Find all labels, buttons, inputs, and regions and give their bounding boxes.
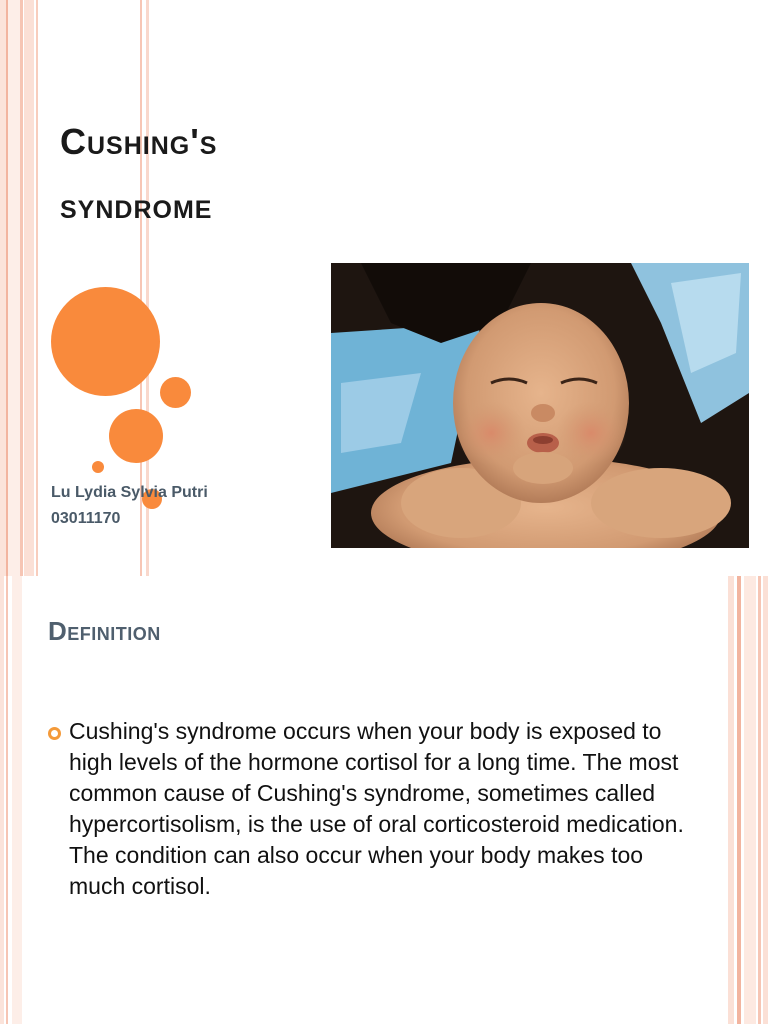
decorative-stripe bbox=[744, 576, 756, 1024]
slide-title-text bbox=[60, 110, 217, 238]
decorative-stripe bbox=[36, 0, 38, 576]
decorative-stripe bbox=[12, 576, 22, 1024]
decorative-stripe bbox=[763, 576, 768, 1024]
bullet-ring-icon bbox=[48, 727, 61, 740]
decorative-stripe bbox=[728, 576, 734, 1024]
author-name: Lu Lydia Sylvia Putri bbox=[51, 484, 208, 501]
decorative-stripe bbox=[20, 0, 23, 576]
decorative-stripe bbox=[24, 0, 34, 576]
definition-text: Cushing's syndrome occurs when your body is exposed to high levels of the hormone cortisol for a long time. The most common cause of Cushing's syndrome, sometimes called hypercortisolism, is the use of oral corticosteroid medication. The condition can also occur when your body makes too much cortisol. bbox=[69, 718, 684, 899]
decorative-stripe bbox=[758, 576, 761, 1024]
patient-photo bbox=[331, 263, 749, 548]
decorative-stripe bbox=[6, 576, 8, 1024]
title-line-2: syndrome bbox=[60, 185, 213, 226]
patient-photo-illustration bbox=[331, 263, 749, 548]
author-id: 03011170 bbox=[51, 510, 121, 527]
decorative-circle-large bbox=[51, 287, 160, 396]
author-block bbox=[51, 480, 208, 532]
decorative-stripe bbox=[737, 576, 741, 1024]
decorative-circle-small bbox=[160, 377, 191, 408]
decorative-stripe bbox=[0, 576, 4, 1024]
definition-heading: Definition bbox=[48, 616, 161, 646]
decorative-circle-dot bbox=[92, 461, 104, 473]
slide-definition bbox=[0, 576, 768, 1024]
decorative-stripe bbox=[8, 0, 20, 576]
title-line-1: Cushing's bbox=[60, 121, 218, 162]
decorative-circle-medium bbox=[109, 409, 163, 463]
